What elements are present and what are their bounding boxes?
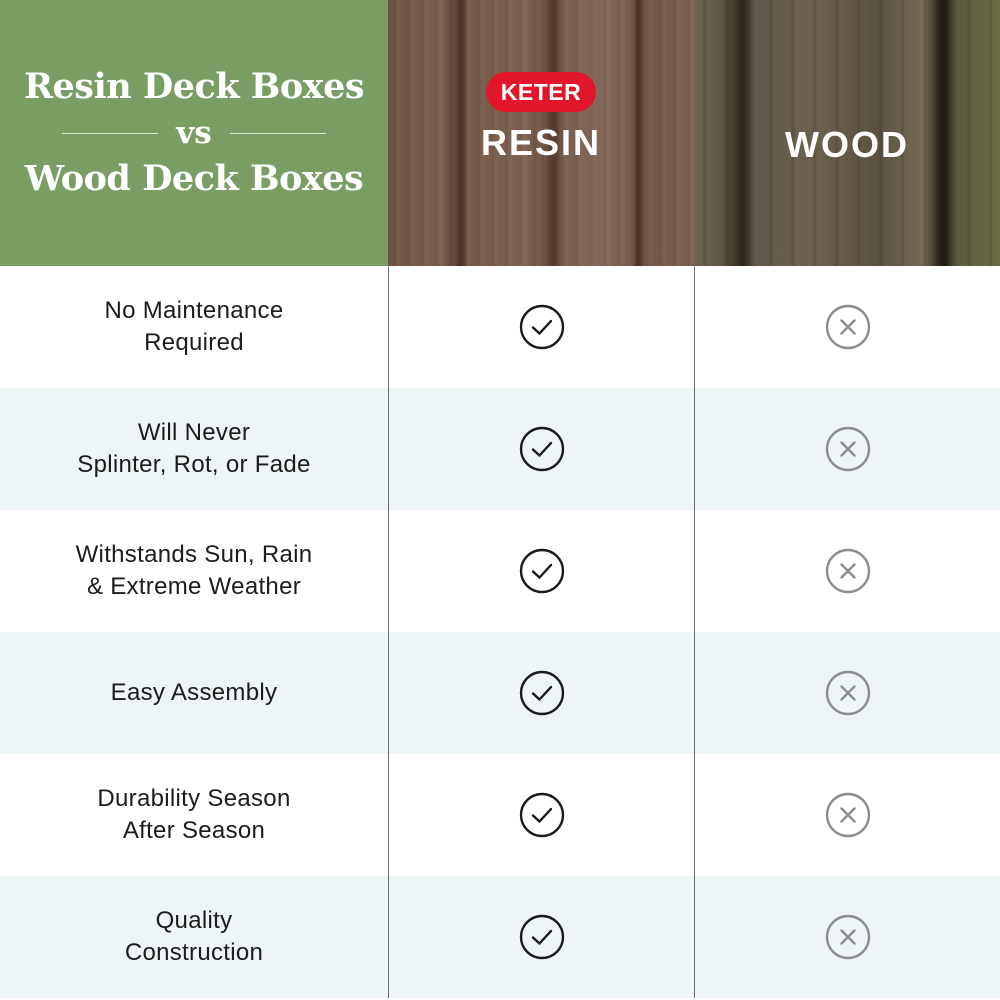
wood-cell <box>694 388 1000 510</box>
wood-cell <box>694 632 1000 754</box>
feature-label <box>0 266 388 388</box>
vs-rule-right <box>230 133 326 134</box>
title-line-resin: Resin Deck Boxes <box>23 66 365 107</box>
resin-cell <box>388 388 694 510</box>
resin-cell <box>388 510 694 632</box>
feature-label-line: Withstands Sun, Rain <box>75 541 313 568</box>
comparison-table <box>0 266 1000 998</box>
feature-label-line: Durability Season <box>97 785 291 812</box>
wood-column-header <box>694 0 1000 266</box>
cross-icon <box>825 548 871 594</box>
feature-label-line: Will Never <box>137 419 251 446</box>
resin-column-label: RESIN <box>480 122 602 163</box>
title-panel <box>0 0 388 266</box>
feature-label <box>0 510 388 632</box>
check-icon <box>519 792 565 838</box>
feature-label <box>0 876 388 998</box>
check-icon <box>519 914 565 960</box>
cross-icon <box>825 304 871 350</box>
cross-icon <box>825 792 871 838</box>
cross-icon <box>825 426 871 472</box>
resin-cell <box>388 754 694 876</box>
wood-cell <box>694 876 1000 998</box>
resin-cell <box>388 266 694 388</box>
resin-cell <box>388 632 694 754</box>
vs-divider <box>62 110 325 156</box>
feature-label-line: & Extreme Weather <box>86 573 302 600</box>
feature-label-line: Quality <box>155 907 233 934</box>
table-row <box>0 876 1000 998</box>
check-icon <box>519 304 565 350</box>
check-icon <box>519 548 565 594</box>
feature-label-line: After Season <box>122 817 266 844</box>
wood-cell <box>694 754 1000 876</box>
feature-label-line: Construction <box>124 939 264 966</box>
wood-cell <box>694 510 1000 632</box>
check-icon <box>519 426 565 472</box>
table-row <box>0 632 1000 754</box>
cross-icon <box>825 914 871 960</box>
table-row <box>0 754 1000 876</box>
check-icon <box>519 670 565 716</box>
table-row <box>0 388 1000 510</box>
feature-label-line: Required <box>144 329 244 356</box>
comparison-header <box>0 0 1000 266</box>
feature-label-line: No Maintenance <box>104 297 284 324</box>
feature-label <box>0 388 388 510</box>
cross-icon <box>825 670 871 716</box>
vs-rule-left <box>62 133 158 134</box>
table-row <box>0 510 1000 632</box>
wood-cell <box>694 266 1000 388</box>
wood-column-label: WOOD <box>785 124 909 165</box>
feature-label <box>0 632 388 754</box>
vs-text: vs <box>176 115 212 151</box>
table-row <box>0 266 1000 388</box>
feature-label <box>0 754 388 876</box>
keter-logo: KETER <box>486 72 596 112</box>
resin-cell <box>388 876 694 998</box>
feature-label-line: Easy Assembly <box>110 679 278 706</box>
resin-column-header <box>388 0 694 266</box>
title-line-wood: Wood Deck Boxes <box>24 158 364 199</box>
feature-label-line: Splinter, Rot, or Fade <box>77 451 311 478</box>
